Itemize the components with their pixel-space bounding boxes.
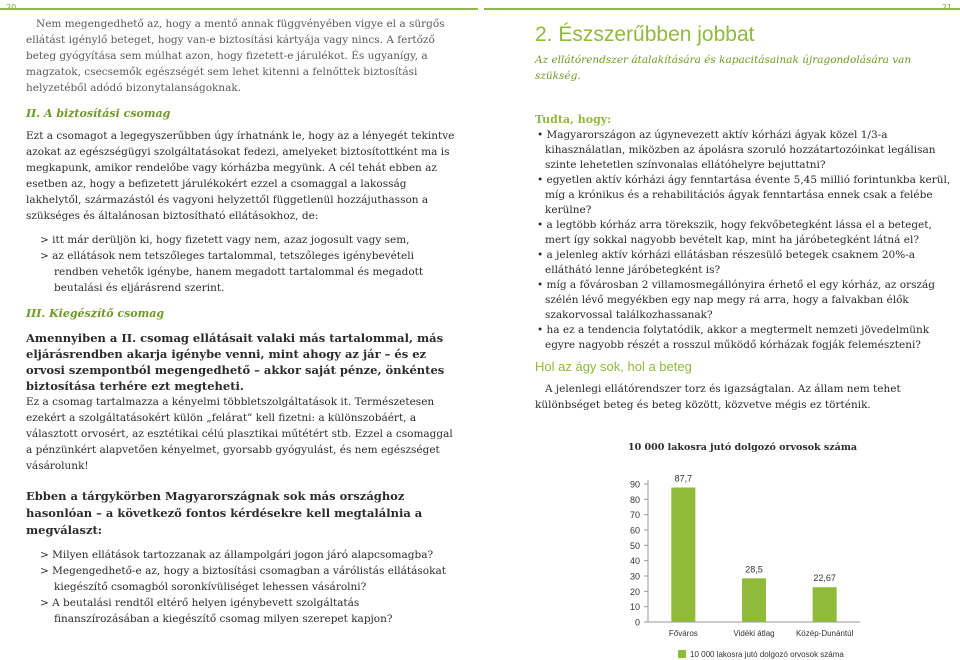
intro-paragraph: Nem megengedhető az, hogy a mentő annak függvényében vigye el a sürgős ellátást igénylő beteget, hogy van-e biztosítási kártyája vagy nincs. A fertőző beteg gyógyítása sem múlhat azon, hogy fizetett-e járulékot. És ugyanígy, a magzatok, csecsemők egészségét sem lehet kitenni a felnőttek biztosítási helyzetéből adódó bizonytalanságoknak. xyxy=(26,18,445,94)
list-item: > itt már derüljön ki, hogy fizetett vagy nem, azaz jogosult vagy sem, xyxy=(26,232,456,248)
list-item: • Magyarországon az úgynevezett aktív kórházi ágyak közel 1/3-a kihasználatlan, miközben az ápolásra szoruló hozzátartozóinkat legálisan szinte lehetetlen színvonalas ellátóhelyre bejuttatni? xyxy=(535,128,953,173)
chart-title: 10 000 lakosra jutó dolgozó orvosok száma xyxy=(628,442,858,453)
list-item: > Megengedhető-e az, hogy a biztosítási csomagban a várólistás ellátásokat kiegészítő csomagból soronkívüliséget lehessen vásárolni? xyxy=(26,563,456,595)
did-you-know-label: Tudta, hogy: xyxy=(535,113,612,126)
list-item: • ha ez a tendencia folytatódik, akkor a megtermelt nemzeti jövedelmünk egyre nagyobb részét a rosszul működő kórházak fogják felemészteni? xyxy=(535,323,953,353)
section3-paragraph: Ez a csomag tartalmazza a kényelmi többletszolgáltatások it. Természetesen ezekért a szolgáltatásokért külön „felárat” kell fizetni: a különszobáért, a választott orvosért, az esztétikai célú plasztikai műtétért stb. Ezzel a csomaggal a pénzünkért alapvetően kényelmet, gyorsabb gyógyulást, és nem egészséget vásárolunk! xyxy=(26,396,453,472)
bar-value-label: 28,5 xyxy=(745,564,763,575)
x-tick-label: Közép-Dunántúl xyxy=(795,629,854,638)
y-tick-label: 70 xyxy=(629,510,640,521)
bar xyxy=(813,587,837,622)
legend-label: 10 000 lakosra jutó dolgozó orvosok száma xyxy=(690,650,844,659)
bar-value-label: 87,7 xyxy=(674,473,693,484)
y-tick-label: 50 xyxy=(629,540,640,551)
top-rule-right xyxy=(484,8,960,10)
list-item: > az ellátások nem tetszőleges tartalommal, tetszőleges igénybevételi rendben vehetők igénybe, hanem megadott tartalommal és megadott beutalási és eljárásrend szerint. xyxy=(26,248,456,296)
section3-title: III. Kiegészítő csomag xyxy=(26,307,165,320)
y-tick-label: 80 xyxy=(629,494,640,505)
y-tick-label: 30 xyxy=(629,571,640,582)
section3-lead: Amennyiben a II. csomag ellátásait valaki más tartalommal, más eljárásrendben akarja igénybe venni, mint ahogy az jár – és ez orvosi szempontból megengedhető – akkor saját pénze, önkéntes biztosítása terhére ezt megteheti. xyxy=(26,331,445,393)
questions-list xyxy=(26,547,456,627)
bar-chart xyxy=(600,462,900,660)
x-tick-label: Vidéki átlag xyxy=(733,629,775,638)
right-column xyxy=(535,16,953,413)
section2-list xyxy=(26,232,456,296)
section2-paragraph: Ezt a csomagot a legegyszerűbben úgy írhatnánk le, hogy az a lényegét tekintve azokat az egészségügyi szolgáltatásokat fedezi, amelyeket biztosítottként ma is megkapunk, amikor rendelőbe vagy kórházba megyünk. A cél tehát ebben az esetben az, hogy a befizetett járulékokért ezzel a csomaggal a lakosság lakhelytől, származástól és vagyoni helyzettől függetlenül hozzájuthasson a szükséges és általánosan biztosítható ellátásokhoz, de: xyxy=(26,130,455,222)
bar xyxy=(742,578,766,622)
bar xyxy=(671,488,695,622)
y-tick-label: 0 xyxy=(634,617,640,628)
list-item: • a legtöbb kórház arra törekszik, hogy fekvőbetegként lássa el a beteget, mert így sokkal nagyobb bevételt kap, mint ha járóbetegként látná el? xyxy=(535,218,953,248)
x-tick-label: Főváros xyxy=(668,629,698,638)
bar-value-label: 22,67 xyxy=(813,573,836,584)
questions-lead: Ebben a tárgykörben Magyarországnak sok más országhoz hasonlóan – a következő fontos kérdésekre kell megtalálnia a megválaszt: xyxy=(26,489,423,537)
page-heading: 2. Észszerűbben jobbat xyxy=(535,23,755,46)
y-tick-label: 10 xyxy=(629,602,640,613)
list-item: > Milyen ellátások tartozzanak az állampolgári jogon járó alapcsomagba? xyxy=(26,547,456,563)
y-tick-label: 20 xyxy=(629,586,640,597)
section-title: Hol az ágy sok, hol a beteg xyxy=(535,359,692,374)
list-item: > A beutalási rendtől eltérő helyen igénybevett szolgáltatás finanszírozásában a kiegészítő csomag milyen szerepet kapjon? xyxy=(26,595,456,627)
list-item: • míg a fővárosban 2 villamosmegállónyira érhető el egy kórház, az ország szélén lévő megyékben egy nap megy rá arra, hogy a falvakban élők szakorvossal találkozhassanak? xyxy=(535,278,953,323)
y-tick-label: 40 xyxy=(629,556,640,567)
facts-list xyxy=(535,128,953,353)
y-tick-label: 60 xyxy=(629,525,640,536)
list-item: • a jelenleg aktív kórházi ellátásban részesülő betegek csaknem 20%-a elláthátó lenne járóbetegként is? xyxy=(535,248,953,278)
list-item: • egyetlen aktív kórházi ágy fenntartása évente 5,45 millió forintunkba kerül, míg a krónikus és a rehabilitációs ágyak fenntartása ennek csak a felébe kerülne? xyxy=(535,173,953,218)
section2-title: II. A biztosítási csomag xyxy=(26,107,171,120)
top-rule-left xyxy=(0,8,478,10)
legend-swatch xyxy=(678,650,686,658)
page-subtitle: Az ellátórendszer átalakítására és kapacitásainak újragondolására van szükség. xyxy=(535,54,912,82)
y-tick-label: 90 xyxy=(629,479,640,490)
section-paragraph: A jelenlegi ellátórendszer torz és igazságtalan. Az állam nem tehet különbséget beteg és beteg között, közvetve mégis ez történik. xyxy=(535,383,901,411)
left-column xyxy=(26,16,456,635)
